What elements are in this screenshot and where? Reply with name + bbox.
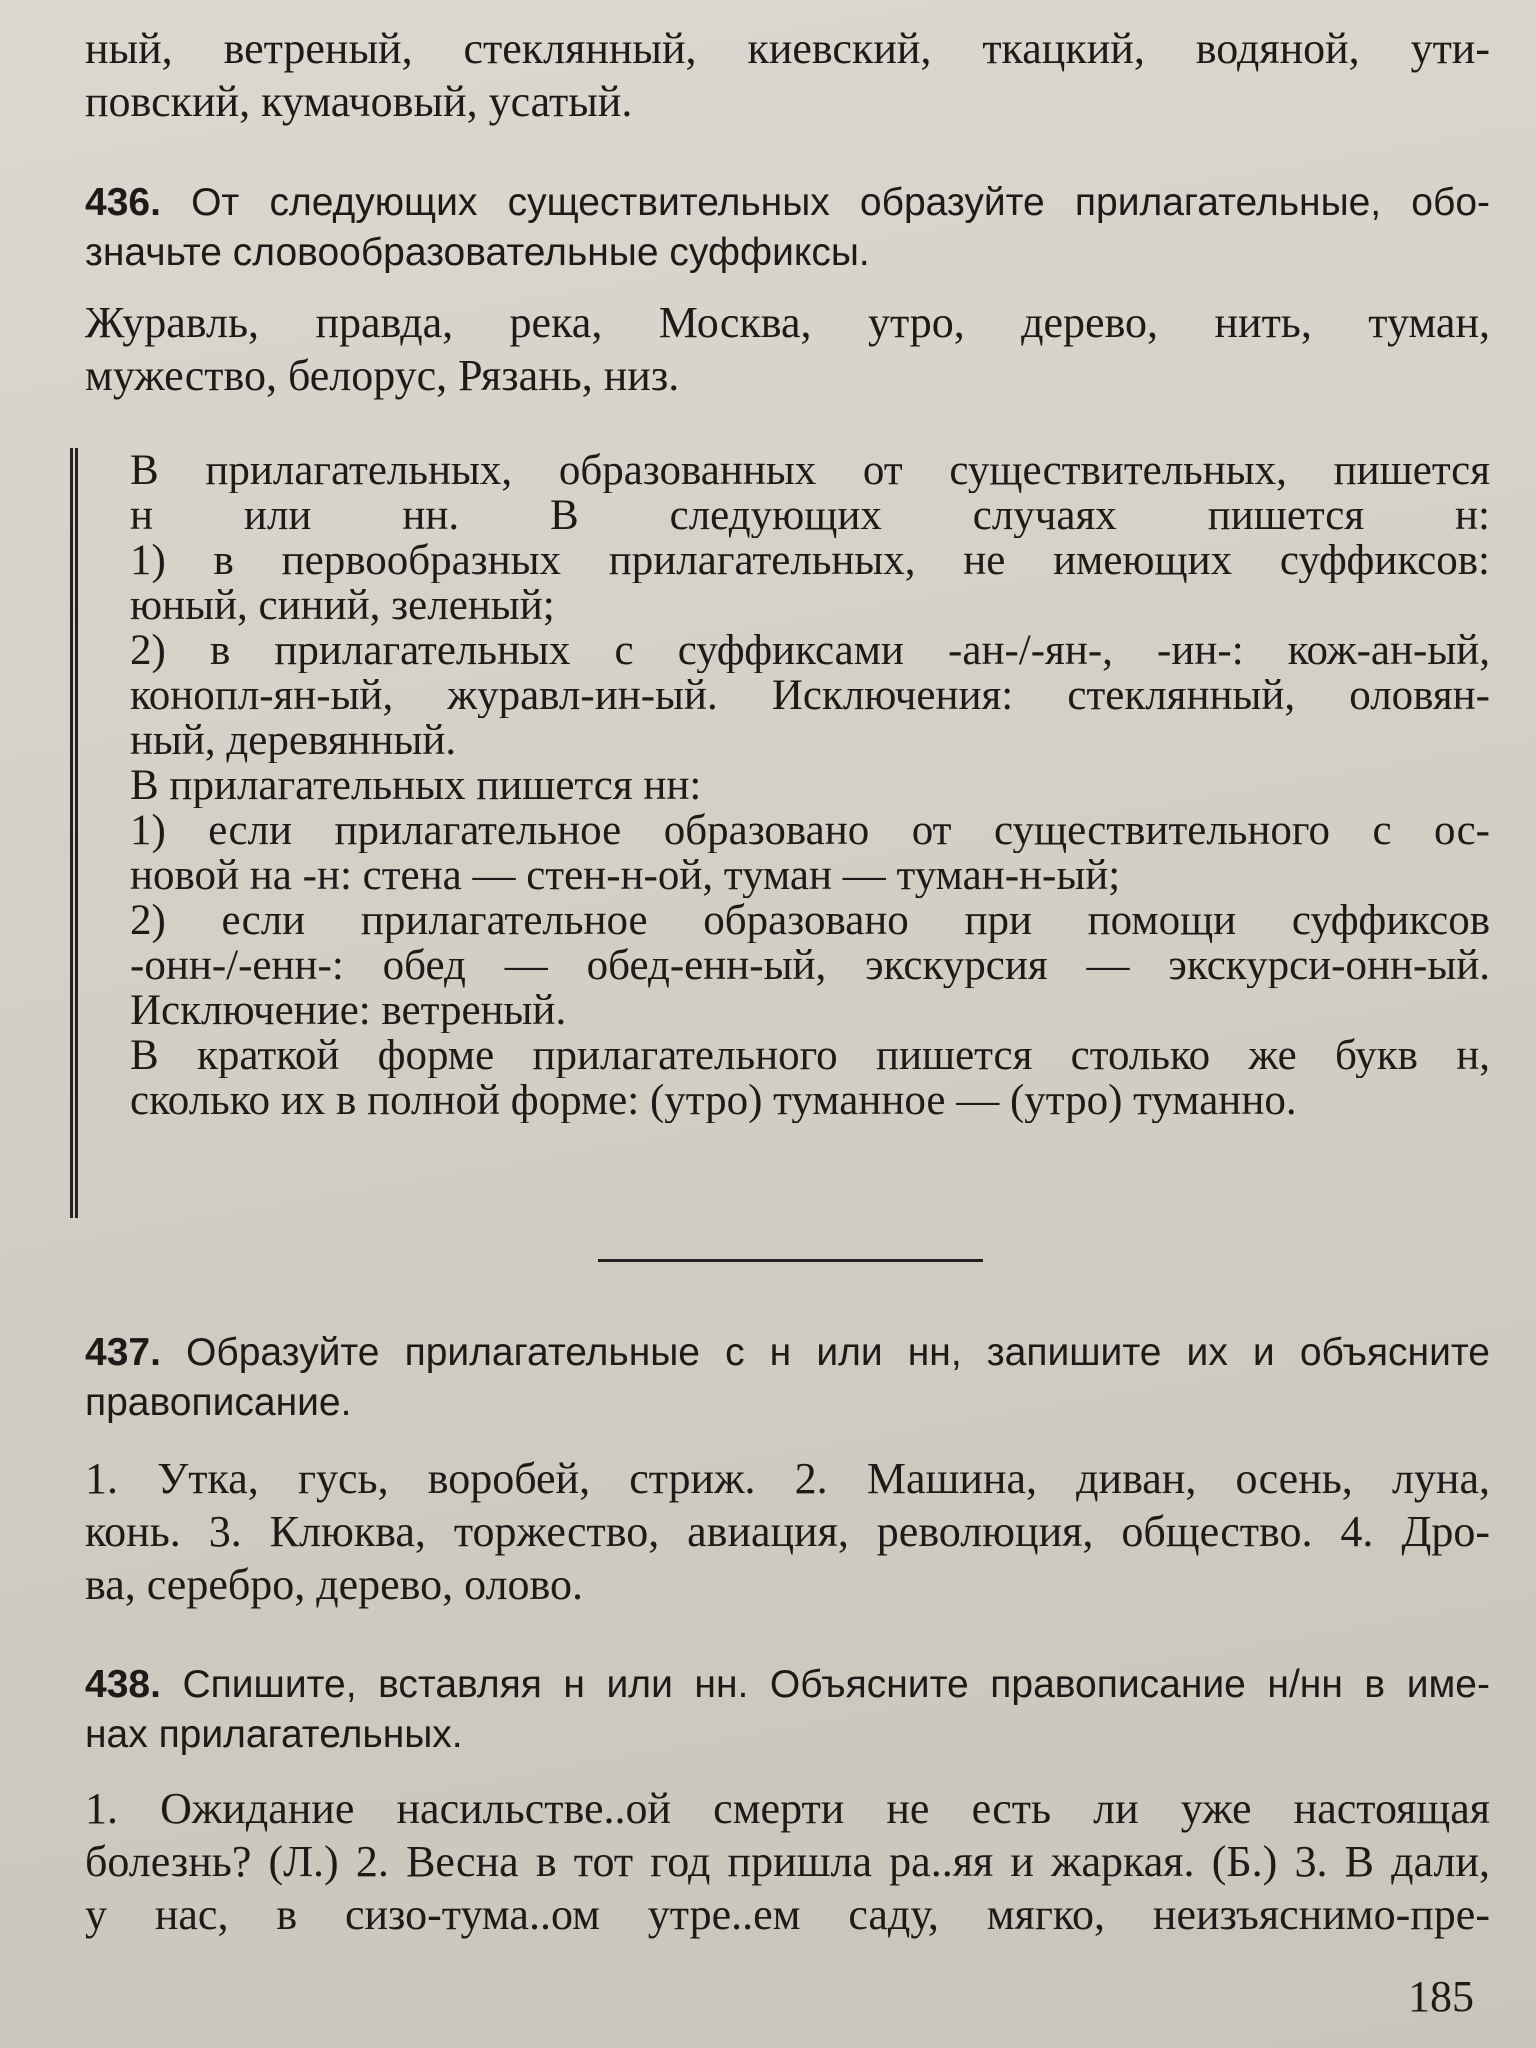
rule-line: 1) если прилагательное образовано от существительного с ос- (130, 808, 1490, 853)
text-line: 1. Ожидание насильстве..ой смерти не есть ли уже настоящая (85, 1784, 1490, 1833)
text-line: Журавль, правда, река, Москва, утро, дерево, нить, туман, (85, 298, 1490, 347)
rule-line: Исключение: ветреный. (130, 988, 567, 1033)
rule-line: конопл-ян-ый, журавл-ин-ый. Исключения: стеклянный, оловян- (130, 673, 1490, 718)
text-line: ва, серебро, дерево, олово. (85, 1560, 584, 1609)
text-line: конь. 3. Клюква, торжество, авиация, революция, общество. 4. Дро- (85, 1507, 1490, 1556)
rule-line: 1) в первообразных прилагательных, не имеющих суффиксов: (130, 538, 1490, 583)
task-438-text (85, 1782, 1490, 1941)
instruction-line: правописание. (85, 1381, 352, 1424)
top-text (85, 22, 1490, 128)
rule-line: новой на -н: стена — стен-н-ой, туман — туман-н-ый; (130, 853, 1121, 898)
rule-line: В краткой форме прилагательного пишется столько же букв н, (130, 1033, 1490, 1078)
rule-line: -онн-/-енн-: обед — обед-енн-ый, экскурсия — экскурси-онн-ый. (130, 943, 1490, 988)
text-line: повский, кумачовый, усатый. (85, 77, 633, 126)
text-line: мужество, белорус, Рязань, низ. (85, 351, 680, 400)
rule-line: 2) в прилагательных с суффиксами -ан-/-ян-, -ин-: кож-ан-ый, (130, 628, 1490, 673)
rule-line: сколько их в полной форме: (утро) туманное — (утро) туманно. (130, 1078, 1297, 1123)
rule-line: юный, синий, зеленый; (130, 583, 555, 628)
task-number: 437. (85, 1331, 161, 1374)
instruction-line: Образуйте прилагательные с н или нн, запишите их и объясните (186, 1331, 1490, 1374)
instruction-line: Спишите, вставляя н или нн. Объясните правописание н/нн в име- (182, 1663, 1490, 1706)
rule-line: В прилагательных, образованных от существительных, пишется (130, 448, 1490, 493)
task-number: 436. (85, 181, 161, 224)
page-number: 185 (1408, 1972, 1474, 2021)
text-line: 1. Утка, гусь, воробей, стриж. 2. Машина, диван, осень, луна, (85, 1454, 1490, 1503)
rule-line: ный, деревянный. (130, 718, 457, 763)
rule-line: н или нн. В следующих случаях пишется н: (130, 493, 1490, 538)
text-line: ный, ветреный, стеклянный, киевский, ткацкий, водяной, ути- (85, 24, 1490, 73)
rule-text (130, 448, 1490, 1123)
instruction-line: От следующих существительных образуйте прилагательные, обо- (191, 181, 1490, 224)
rule-line: В прилагательных пишется нн: (130, 763, 702, 808)
instruction-line: нах прилагательных. (85, 1713, 463, 1756)
task-436-words (85, 296, 1490, 402)
task-436-instruction (85, 178, 1490, 278)
rule-box (70, 448, 1490, 1218)
text-line: болезнь? (Л.) 2. Весна в тот год пришла ра..яя и жаркая. (Б.) 3. В дали, (85, 1837, 1490, 1886)
task-437-words (85, 1452, 1490, 1611)
section-divider (598, 1259, 983, 1262)
text-line: у нас, в сизо-тума..ом утре..ем саду, мягко, неизъяснимо-пре- (85, 1890, 1490, 1939)
task-438-instruction (85, 1660, 1490, 1760)
instruction-line: значьте словообразовательные суффиксы. (85, 231, 870, 274)
rule-line: 2) если прилагательное образовано при помощи суффиксов (130, 898, 1490, 943)
task-number: 438. (85, 1663, 161, 1706)
task-437-instruction (85, 1328, 1490, 1428)
